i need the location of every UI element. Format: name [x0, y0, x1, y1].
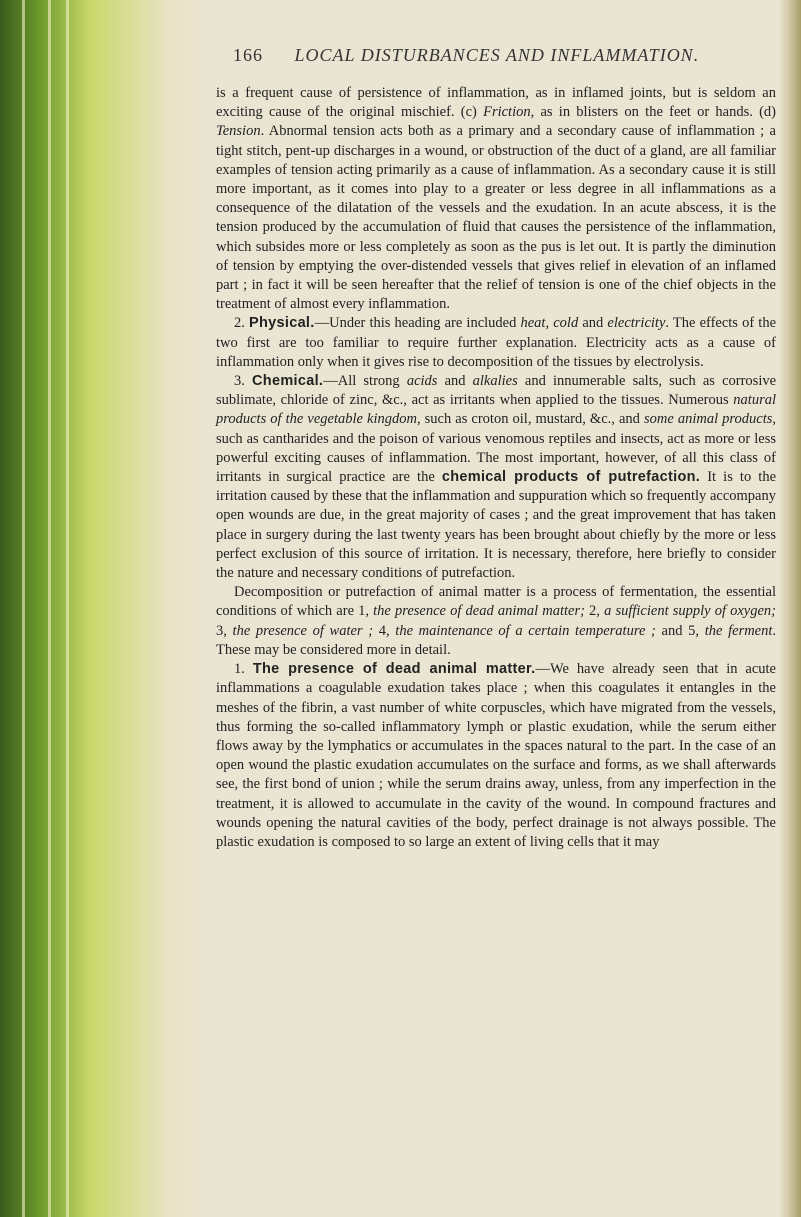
text-run: is a frequent cause of persistence of inflammation, as in inflamed joints, but is seldom an exciting cause of the original mischief. (c): [216, 85, 776, 121]
paragraph: [216, 660, 776, 852]
italic-term: alkalies: [472, 373, 518, 390]
text-run: —Under this heading are included: [314, 315, 521, 332]
italic-term: the ferment: [704, 622, 773, 639]
page-number: 166: [233, 45, 263, 65]
italic-term: the presence of dead animal matter;: [373, 603, 585, 620]
text-run: and: [437, 373, 473, 390]
text-run: —All strong: [323, 373, 407, 390]
text-run: 2,: [584, 603, 605, 620]
italic-term: heat, cold: [520, 315, 579, 332]
text-run: 4,: [373, 622, 396, 639]
italic-term: the presence of water ;: [232, 622, 374, 639]
italic-term: the maintenance of a certain temperature ;: [395, 622, 656, 639]
italic-term: Friction: [483, 104, 531, 121]
running-title: LOCAL DISTURBANCES AND INFLAMMATION.: [294, 45, 700, 65]
section-heading: Chemical.: [252, 373, 324, 390]
section-heading: Physical.: [249, 315, 315, 332]
text-run: . The effects of the two first are too familiar to require further explanation. Electricity acts as a cause of inflammation only when it gives rise to decomposition of the tissues by electrolysis.: [216, 315, 777, 370]
paragraph: [216, 372, 776, 583]
paragraph: [216, 583, 776, 660]
text-run: Decomposition or putrefaction of animal matter is a process of fermentation, the essential conditions of which are 1,: [216, 584, 776, 620]
book-spine-edge: [0, 0, 205, 1217]
text-run: 1.: [234, 661, 253, 678]
italic-term: acids: [406, 373, 438, 390]
text-run: such as croton oil, mustard, &c., and: [420, 411, 644, 428]
text-run: and innumerable salts, such as corrosive sublimate, chloride of zinc, &c., act as irritants when applied to the tissues. Numerous: [216, 373, 777, 409]
text-run: . These may be considered more in detail.: [216, 622, 777, 658]
page-body: [216, 84, 776, 852]
text-run: and: [578, 315, 608, 332]
text-run: 2.: [234, 315, 250, 332]
italic-term: electricity: [607, 315, 666, 332]
italic-term: some animal products: [643, 411, 773, 428]
text-run: —We have already seen that in acute inflammations a coagulable exudation takes place ; when this coagulates it entangles in the meshes of the fibrin, a vast number of white corpuscles, which have migrated from the vessels, thus forming the so-called inflammatory lymph or plastic exudation, while the serum either flows away by the lymphatics or accumulates in the spaces natural to the part. In the case of an open wound the plastic exudation accumulates on the surface and forms, as we shall afterwards see, the first bond of union ; while the serum drains away, unless, from any imperfection in the treatment, it is allowed to accumulate in the cavity of the wound. In compound fractures and wounds opening the natural cavities of the body, perfect drainage is not always possible. The plastic exudation is composed to so large an extent of living cells that it may: [216, 661, 776, 850]
text-run: , as in blisters on the feet or hands. (d): [530, 104, 776, 121]
text-run: , such as cantharides and the poison of various venomous reptiles and insects, act as more or less powerful exciting causes of inflammation. The most important, however, of all this class of irritants in surgical practice are the: [216, 411, 776, 486]
italic-term: Tension: [216, 123, 261, 140]
italic-term: a sufficient supply of oxygen;: [604, 603, 776, 620]
paragraph: [216, 314, 776, 372]
text-run: 3.: [234, 373, 253, 390]
italic-term: natural products of the vegetable kingdom,: [216, 392, 776, 428]
text-run: 3,: [216, 622, 233, 639]
text-run: It is to the irritation caused by these that the inflammation and suppuration which so frequently accompany open wounds are due, in the great majority of cases ; and the great improvement that has taken place in surgery during the last twenty years has been brought about chiefly by the more or less perfect exclusion of this source of irritation. It is necessary, therefore, here briefly to consider the nature and necessary conditions of putrefaction.: [216, 469, 777, 582]
text-run: and 5,: [655, 622, 705, 639]
page-right-edge: [779, 0, 801, 1217]
text-run: . Abnormal tension acts both as a primary and a secondary cause of inflammation ; a tight stitch, pent-up discharges in a wound, or obstruction of the duct of a gland, are all familiar examples of tension acting primarily as a cause of inflammation. As a secondary cause it is still more important, as it comes into play to a greater or less degree in all inflammations as a consequence of the dilatation of the vessels and the exudation. In an acute abscess, it is the tension produced by the accumulation of fluid that causes the persistence of the inflammation, which subsides more or less completely as soon as the pus is let out. It is partly the diminution of tension by emptying the over-distended vessels that gives relief in elevation of an inflamed part ; in fact it will be seen hereafter that the relief of tension is one of the chief objects in the treatment of almost every inflammation.: [216, 123, 776, 313]
paragraph: [216, 84, 776, 314]
section-heading: chemical products of putrefaction.: [441, 469, 701, 486]
section-heading: The presence of dead animal matter.: [252, 661, 536, 678]
running-header: [233, 45, 788, 66]
